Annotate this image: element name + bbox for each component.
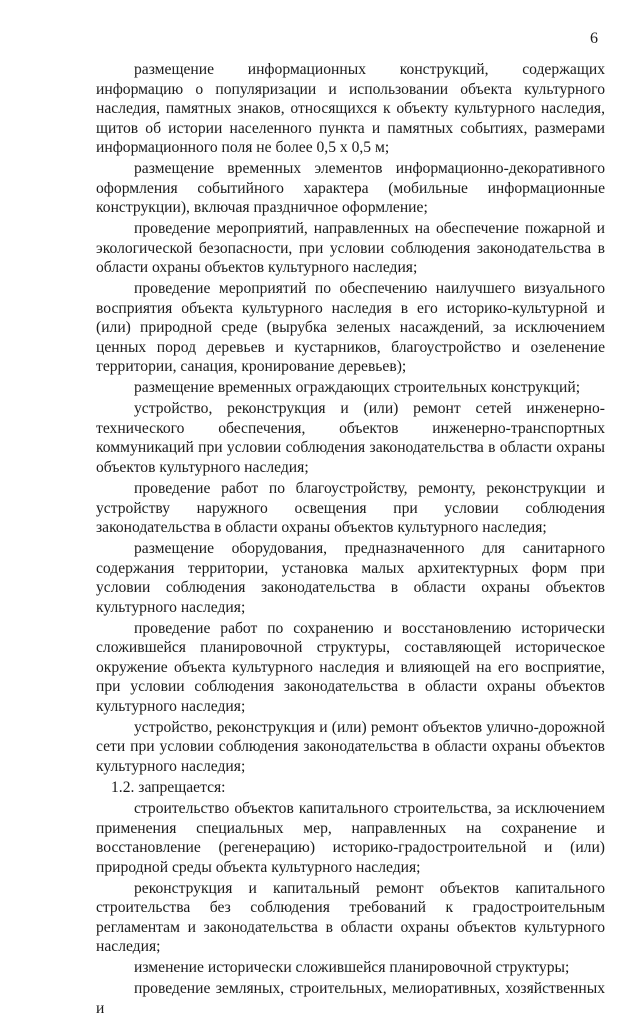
paragraph-visual-perception: проведение мероприятий по обеспечению наилучшего визуального восприятия объекта культурного наследия в его историко-культурной и (или) природной среде (вырубка зеленых насаждений, за исключением ценных пород деревьев и кустарников, благоустройство и озеленение территории, санация, кронирование деревьев); — [96, 280, 605, 376]
paragraph-temporary-decor: размещение временных элементов информационно-декоративного оформления событийного характера (мобильные информационные конструкции), включая праздничное оформление; — [96, 160, 605, 217]
paragraph-road-network: устройство, реконструкция и (или) ремонт объектов улично-дорожной сети при условии соблюдения законодательства в области охраны объектов культурного наследия; — [96, 718, 605, 775]
paragraph-planning-change: изменение исторически сложившейся планировочной структуры; — [134, 959, 570, 977]
paragraph-fire-safety: проведение мероприятий, направленных на обеспечение пожарной и экологической безопасности, при условии соблюдения законодательства в области охраны объектов культурного наследия; — [96, 220, 605, 277]
document-body — [96, 60, 605, 1020]
paragraph-planning-structure: проведение работ по сохранению и восстановлению исторически сложившейся планировочной структуры, составляющей историческое окружение объекта культурного наследия и влияющей на его восприятие, при условии соблюдения законодательства в области охраны объектов культурного наследия; — [96, 619, 605, 715]
paragraph-earthworks: проведение земляных, строительных, мелиоративных, хозяйственных и — [96, 980, 605, 1017]
page-number: 6 — [590, 30, 598, 47]
paragraph-sanitary-equipment: размещение оборудования, предназначенного для санитарного содержания территории, установка малых архитектурных форм при условии соблюдения законодательства в области охраны объектов культурного наследия; — [96, 540, 605, 616]
paragraph-info-structures: размещение информационных конструкций, содержащих информацию о популяризации и использовании объекта культурного наследия, памятных знаков, относящихся к объекту культурного наследия, щитов об истории населенного пункта и памятных событиях, размерами информационного поля не более 0,5 х 0,5 м; — [96, 61, 605, 156]
section-heading-prohibited: 1.2. запрещается: — [111, 778, 226, 796]
paragraph-reconstruction-repair: реконструкция и капитальный ремонт объектов капитального строительства без соблюдения требований к градостроительным регламентам и законодательства в области охраны объектов культурного наследия; — [96, 879, 605, 956]
paragraph-engineering-networks: устройство, реконструкция и (или) ремонт сетей инженерно-технического обеспечения, объектов инженерно-транспортных коммуникаций при условии соблюдения законодательства в области охраны объектов культурного наследия; — [96, 400, 605, 476]
paragraph-temporary-fencing: размещение временных ограждающих строительных конструкций; — [134, 379, 581, 397]
paragraph-landscaping-lighting: проведение работ по благоустройству, ремонту, реконструкции и устройству наружного освещения при условии соблюдения законодательства в области охраны объектов культурного наследия; — [96, 480, 605, 537]
paragraph-capital-construction: строительство объектов капитального строительства, за исключением применения специальных мер, направленных на сохранение и восстановление (регенерацию) историко-градостроительной и (или) природной среды объекта культурного наследия; — [96, 800, 605, 876]
